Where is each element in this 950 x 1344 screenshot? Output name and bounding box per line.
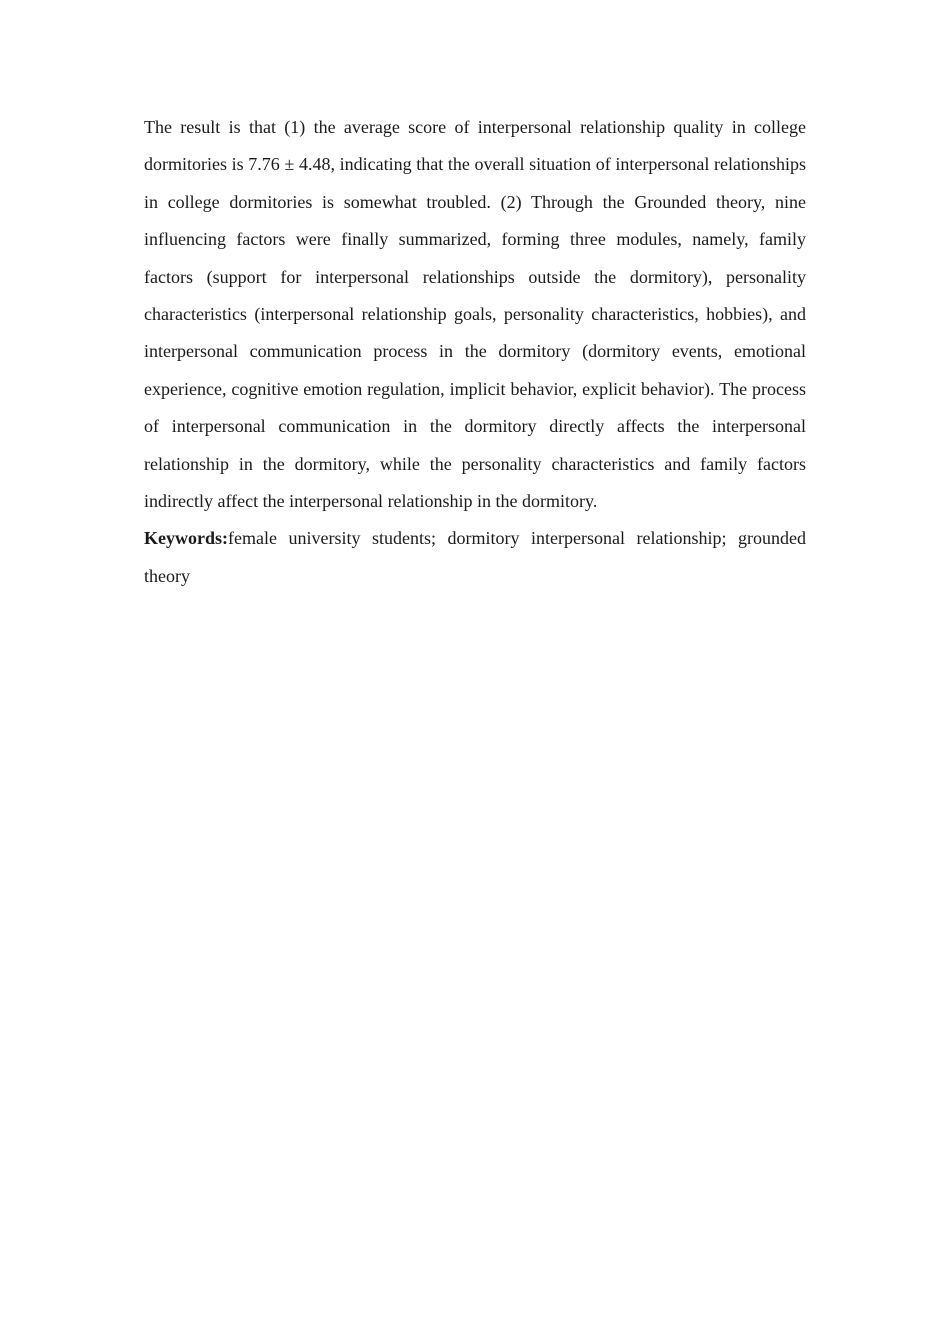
document-page [144, 109, 806, 595]
abstract-result-paragraph: The result is that (1) the average score of interpersonal relationship quality in college dormitories is 7.76 ± 4.48, indicating that the overall situation of interpersonal relationships in college dormitories is somewhat troubled. (2) Through the Grounded theory, nine influencing factors were finally summarized, forming three modules, namely, family factors (support for interpersonal relationships outside the dormitory), personality characteristics (interpersonal relationship goals, personality characteristics, hobbies), and interpersonal communication process in the dormitory (dormitory events, emotional experience, cognitive emotion regulation, implicit behavior, explicit behavior). The process of interpersonal communication in the dormitory directly affects the interpersonal relationship in the dormitory, while the personality characteristics and family factors indirectly affect the interpersonal relationship in the dormitory. [144, 117, 806, 512]
keywords-text: female university students; dormitory interpersonal relationship; grounded theory [144, 528, 806, 586]
keywords-paragraph [144, 520, 806, 595]
keywords-label: Keywords: [144, 528, 228, 549]
